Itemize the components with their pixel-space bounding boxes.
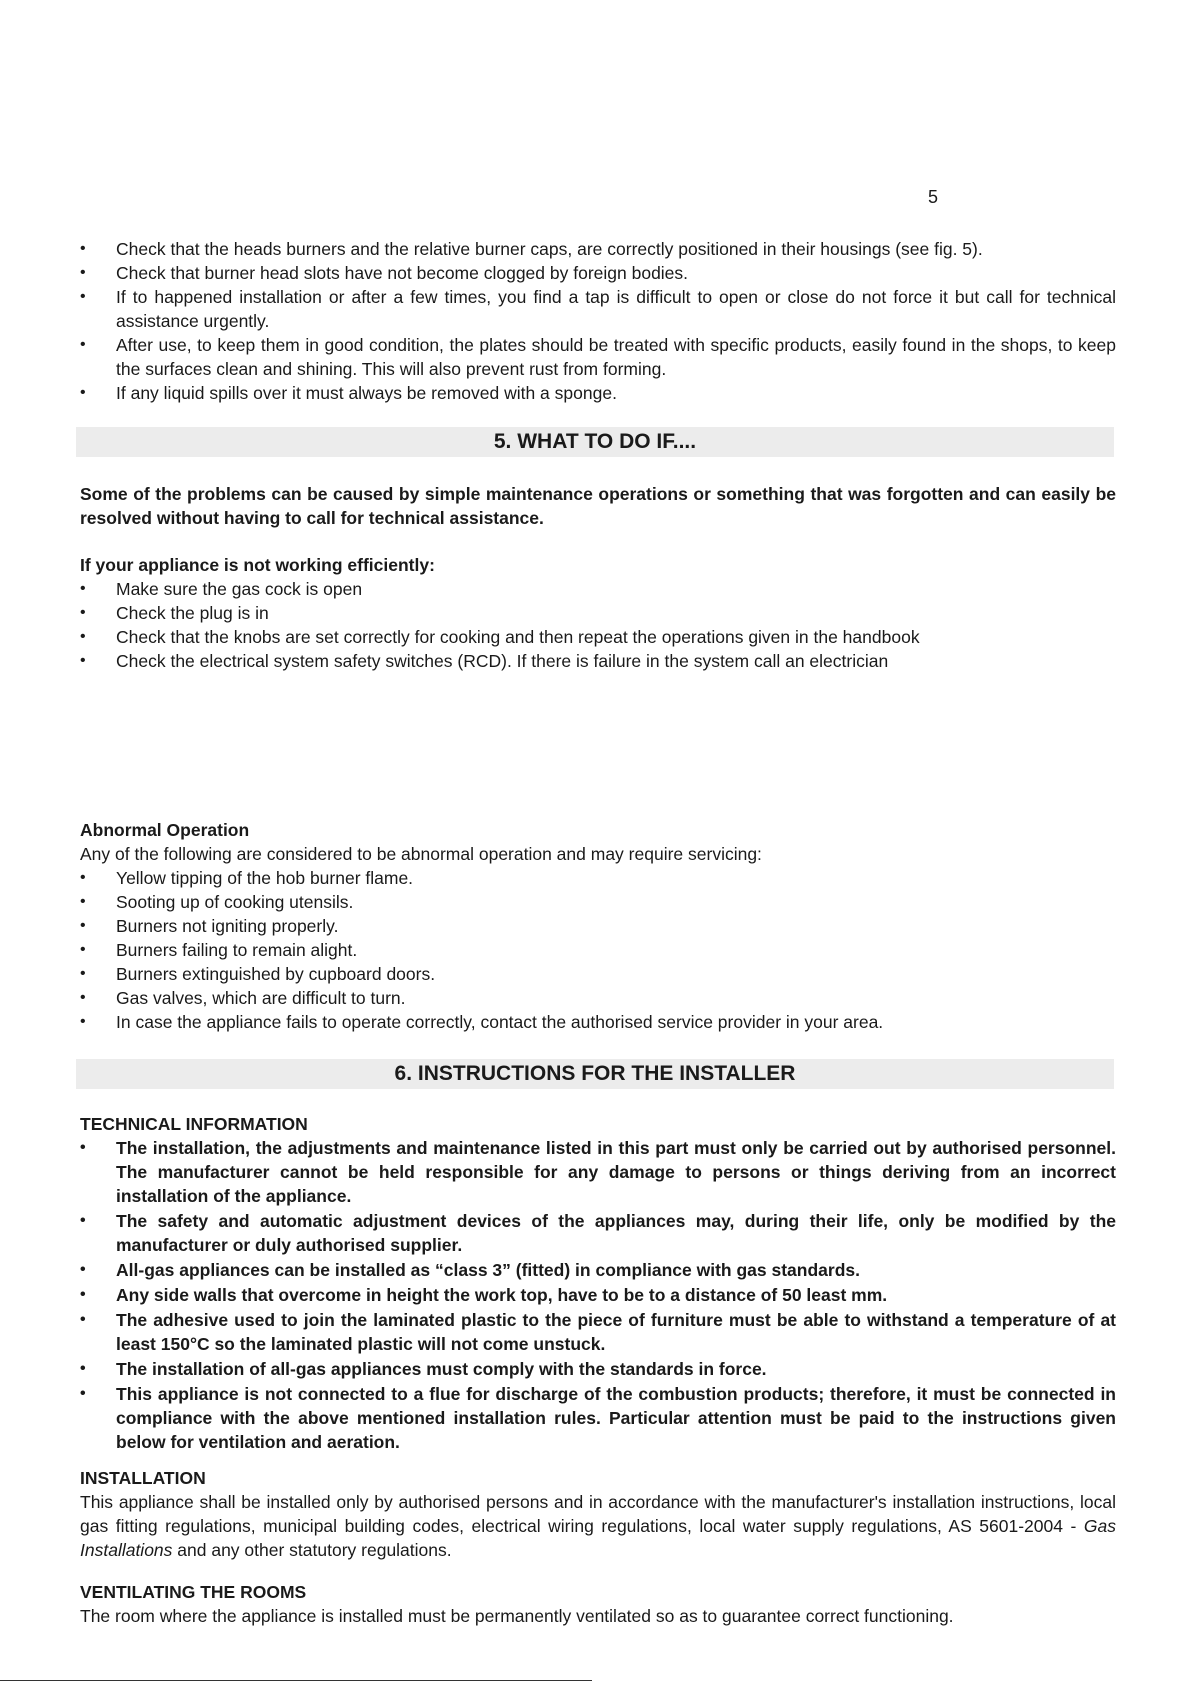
- list-item: • The installation of all-gas appliances must comply with the standards in force.: [80, 1357, 1116, 1381]
- list-item: • This appliance is not connected to a flue for discharge of the combustion products; therefore, it must be connected in compliance with the above mentioned installation rules. Particular attention must be paid to the instructions given below for ventilation and aeration.: [80, 1382, 1116, 1454]
- bottom-divider: [0, 1680, 592, 1681]
- technical-information-heading: TECHNICAL INFORMATION: [80, 1114, 308, 1134]
- list-item: • If any liquid spills over it must always be removed with a sponge.: [80, 381, 1116, 405]
- list-item: • All-gas appliances can be installed as “class 3” (fitted) in compliance with gas standards.: [80, 1258, 1116, 1282]
- list-item: • The safety and automatic adjustment devices of the appliances may, during their life, only be modified by the manufacturer or duly authorised supplier.: [80, 1209, 1116, 1257]
- list-item: • If to happened installation or after a few times, you find a tap is difficult to open or close do not force it but call for technical assistance urgently.: [80, 285, 1116, 333]
- ventilating-heading: VENTILATING THE ROOMS: [80, 1582, 307, 1602]
- section-5-intro: Some of the problems can be caused by simple maintenance operations or something that was forgotten and can easily be resolved without having to call for technical assistance.: [80, 484, 1116, 528]
- technical-information-list: [80, 1136, 1116, 1454]
- not-working-list: [80, 577, 1116, 673]
- ventilating-text: The room where the appliance is installed must be permanently ventilated so as to guarantee correct functioning.: [80, 1606, 954, 1626]
- installation-text-italic: Gas Installations: [80, 1516, 1116, 1560]
- not-working-block: [80, 553, 1116, 673]
- list-item: • Sooting up of cooking utensils.: [80, 890, 1116, 914]
- list-item: • Burners extinguished by cupboard doors.: [80, 962, 1116, 986]
- list-item: • Check that the knobs are set correctly for cooking and then repeat the operations given in the handbook: [80, 625, 1116, 649]
- not-working-subheading: If your appliance is not working efficiently:: [80, 555, 435, 575]
- list-item: • The installation, the adjustments and maintenance listed in this part must only be carried out by authorised personnel. The manufacturer cannot be held responsible for any damage to persons or things deriving from an incorrect installation of the appliance.: [80, 1136, 1116, 1208]
- maintenance-list-block: [80, 237, 1116, 405]
- list-item: • Check the electrical system safety switches (RCD). If there is failure in the system call an electrician: [80, 649, 1116, 673]
- installation-text-main: This appliance shall be installed only by authorised persons and in accordance with the manufacturer's installation instructions, local gas fitting regulations, municipal building codes, electrical wiring regulations, local water supply regulations, AS 5601-2004 -: [80, 1492, 1116, 1536]
- abnormal-heading: Abnormal Operation: [80, 820, 250, 840]
- list-item: • Make sure the gas cock is open: [80, 577, 1116, 601]
- installation-text-end: and any other statutory regulations.: [172, 1540, 452, 1560]
- abnormal-operation-block: [80, 818, 1116, 1034]
- technical-information-block: [80, 1112, 1116, 1455]
- abnormal-intro: Any of the following are considered to be abnormal operation and may require servicing:: [80, 844, 762, 864]
- list-item: • Check that the heads burners and the relative burner caps, are correctly positioned in their housings (see fig. 5).: [80, 237, 1116, 261]
- list-item: • Gas valves, which are difficult to turn.: [80, 986, 1116, 1010]
- ventilating-block: [80, 1580, 1116, 1628]
- section-5-title: 5. WHAT TO DO IF....: [76, 427, 1114, 457]
- list-item: • Check the plug is in: [80, 601, 1116, 625]
- section-6-title: 6. INSTRUCTIONS FOR THE INSTALLER: [76, 1059, 1114, 1089]
- list-item: • After use, to keep them in good condition, the plates should be treated with specific products, easily found in the shops, to keep the surfaces clean and shining. This will also prevent rust from forming.: [80, 333, 1116, 381]
- page-number: 5: [928, 187, 939, 207]
- list-item: • Burners not igniting properly.: [80, 914, 1116, 938]
- list-item: • Check that burner head slots have not become clogged by foreign bodies.: [80, 261, 1116, 285]
- list-item: • Any side walls that overcome in height the work top, have to be to a distance of 50 least mm.: [80, 1283, 1116, 1307]
- installation-heading: INSTALLATION: [80, 1468, 206, 1488]
- list-item: • In case the appliance fails to operate correctly, contact the authorised service provider in your area.: [80, 1010, 1116, 1034]
- list-item: • The adhesive used to join the laminated plastic to the piece of furniture must be able to withstand a temperature of at least 150°C so the laminated plastic will not come unstuck.: [80, 1308, 1116, 1356]
- list-item: • Burners failing to remain alight.: [80, 938, 1116, 962]
- installation-text: [80, 1490, 1116, 1562]
- maintenance-list: [80, 237, 1116, 405]
- installation-block: [80, 1466, 1116, 1562]
- list-item: • Yellow tipping of the hob burner flame.: [80, 866, 1116, 890]
- abnormal-list: [80, 866, 1116, 1034]
